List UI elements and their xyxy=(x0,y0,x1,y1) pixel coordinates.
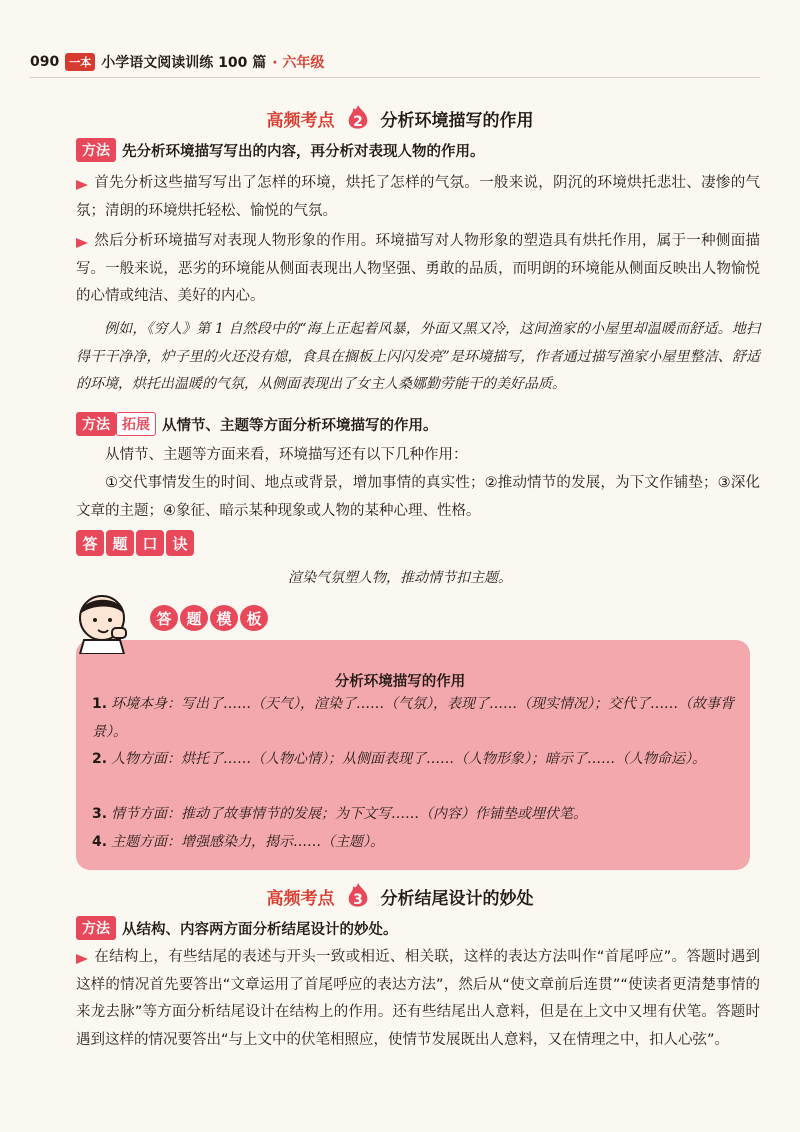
template-banner xyxy=(150,605,268,631)
method-row xyxy=(76,138,760,162)
banner-char: 模 xyxy=(210,605,238,631)
banner-char: 诀 xyxy=(166,530,194,556)
paragraph-2 xyxy=(76,228,760,311)
arrow-bullet-icon xyxy=(76,177,90,187)
book-title: 小学语文阅读训练 100 篇 xyxy=(101,55,267,71)
example-paragraph: 例如，《穷人》第 1 自然段中的“海上正起着风暴，外面又黑又冷，这间渔家的小屋里却温暖而舒适。地扫得干干净净，炉子里的火还没有熄，食具在搁板上闪闪发亮”是环境描写，作者通过描写渔家小屋里整洁、舒适的环境，烘托出温暖的气氛，从侧面表现出了女主人桑娜勤劳能干的美好品质。 xyxy=(76,321,760,392)
banner-char: 答 xyxy=(76,530,104,556)
item-number: 2. xyxy=(92,751,108,767)
mnemonic-text: 渲染气氛塑人物，推动情节扣主题。 xyxy=(288,570,512,586)
banner-char: 答 xyxy=(150,605,178,631)
method-text: 从结构、内容两方面分析结尾设计的妙处。 xyxy=(122,921,398,938)
method-tag: 方法 xyxy=(76,412,116,436)
flame-number-icon xyxy=(345,882,371,910)
method-text: 先分析环境描写写出的内容，再分析对表现人物的作用。 xyxy=(122,143,485,160)
brand-badge: 一本 xyxy=(65,53,95,71)
template-item xyxy=(92,800,740,828)
header-divider xyxy=(30,77,760,78)
section-topic: 分析环境描写的作用 xyxy=(380,110,534,131)
template-title: 分析环境描写的作用 xyxy=(334,674,466,690)
banner-char: 题 xyxy=(106,530,134,556)
arrow-bullet-icon xyxy=(76,235,90,245)
kaodian-label: 高频考点 xyxy=(266,888,335,909)
section-number: 2 xyxy=(352,114,363,130)
item-text: 主题方面：增强感染力，揭示……（主题）。 xyxy=(111,834,385,850)
flame-number-icon xyxy=(345,104,371,132)
extension-tag: 拓展 xyxy=(116,412,156,436)
mnemonic-banner xyxy=(76,530,194,556)
template-item xyxy=(92,690,740,746)
item-text: 环境本身：写出了……（天气），渲染了……（气氛），表现了……（现实情况）；交代了……（故事背景）。 xyxy=(92,696,735,740)
grade-label: · 六年级 xyxy=(272,55,325,71)
template-item xyxy=(92,828,740,856)
template-item xyxy=(92,745,740,773)
banner-char: 口 xyxy=(136,530,164,556)
section-3-title xyxy=(0,882,800,910)
paragraph-1 xyxy=(76,170,760,225)
extension-tags xyxy=(76,412,156,436)
kaodian-label: 高频考点 xyxy=(266,110,335,131)
paragraph-2-text: 然后分析环境描写对表现人物形象的作用。环境描写对人物形象的塑造具有烘托作用，属于一种侧面描写。一般来说，恶劣的环境能从侧面表现出人物坚强、勇敢的品质，而明朗的环境能从侧面反映出人物愉悦的心情或纯洁、美好的内心。 xyxy=(76,233,760,304)
page-number: 090 xyxy=(30,54,60,70)
banner-char: 板 xyxy=(240,605,268,631)
method-row xyxy=(76,916,760,940)
section-3-paragraph-text: 在结构上，有些结尾的表述与开头一致或相近、相关联，这样的表达方法叫作“首尾呼应”。答题时遇到这样的情况首先要答出“文章运用了首尾呼应的表达方法”，然后从“使文章前后连贯”“使读者更清楚事情的来龙去脉”等方面分析结尾设计在结构上的作用。还有些结尾出人意料，但是在上文中又埋有伏笔。答题时遇到这样的情况要答出“与上文中的伏笔相照应，使情节发展既出人意料，又在情理之中，扣人心弦”。 xyxy=(76,949,760,1048)
item-text: 情节方面：推动了故事情节的发展；为下文写……（内容）作铺垫或埋伏笔。 xyxy=(111,806,588,822)
banner-char: 题 xyxy=(180,605,208,631)
extension-para-1: 从情节、主题等方面来看，环境描写还有以下几种作用： xyxy=(105,447,468,463)
extension-para-2: ①交代事情发生的时间、地点或背景，增加事情的真实性；②推动情节的发展，为下文作铺垫；③深化文章的主题；④象征、暗示某种现象或人物的某种心理、性格。 xyxy=(76,475,760,519)
paragraph-1-text: 首先分析这些描写写出了怎样的环境，烘托了怎样的气氛。一般来说，阴沉的环境烘托悲壮、凄惨的气氛；清朗的环境烘托轻松、愉悦的气氛。 xyxy=(76,175,760,219)
section-topic: 分析结尾设计的妙处 xyxy=(380,888,534,909)
page-header xyxy=(30,48,760,76)
section-2-title xyxy=(0,104,800,132)
item-number: 3. xyxy=(92,806,108,822)
item-number: 1. xyxy=(92,696,108,712)
section-number: 3 xyxy=(352,892,363,908)
arrow-bullet-icon xyxy=(76,951,90,961)
section-3-paragraph xyxy=(76,944,760,1054)
extension-row xyxy=(76,412,760,436)
boy-illustration-icon xyxy=(72,590,148,654)
method-tag: 方法 xyxy=(76,138,116,162)
extension-text: 从情节、主题等方面分析环境描写的作用。 xyxy=(162,417,438,434)
method-tag: 方法 xyxy=(76,916,116,940)
item-text: 人物方面：烘托了……（人物心情）；从侧面表现了……（人物形象）；暗示了……（人物命运）。 xyxy=(111,751,707,767)
item-number: 4. xyxy=(92,834,108,850)
